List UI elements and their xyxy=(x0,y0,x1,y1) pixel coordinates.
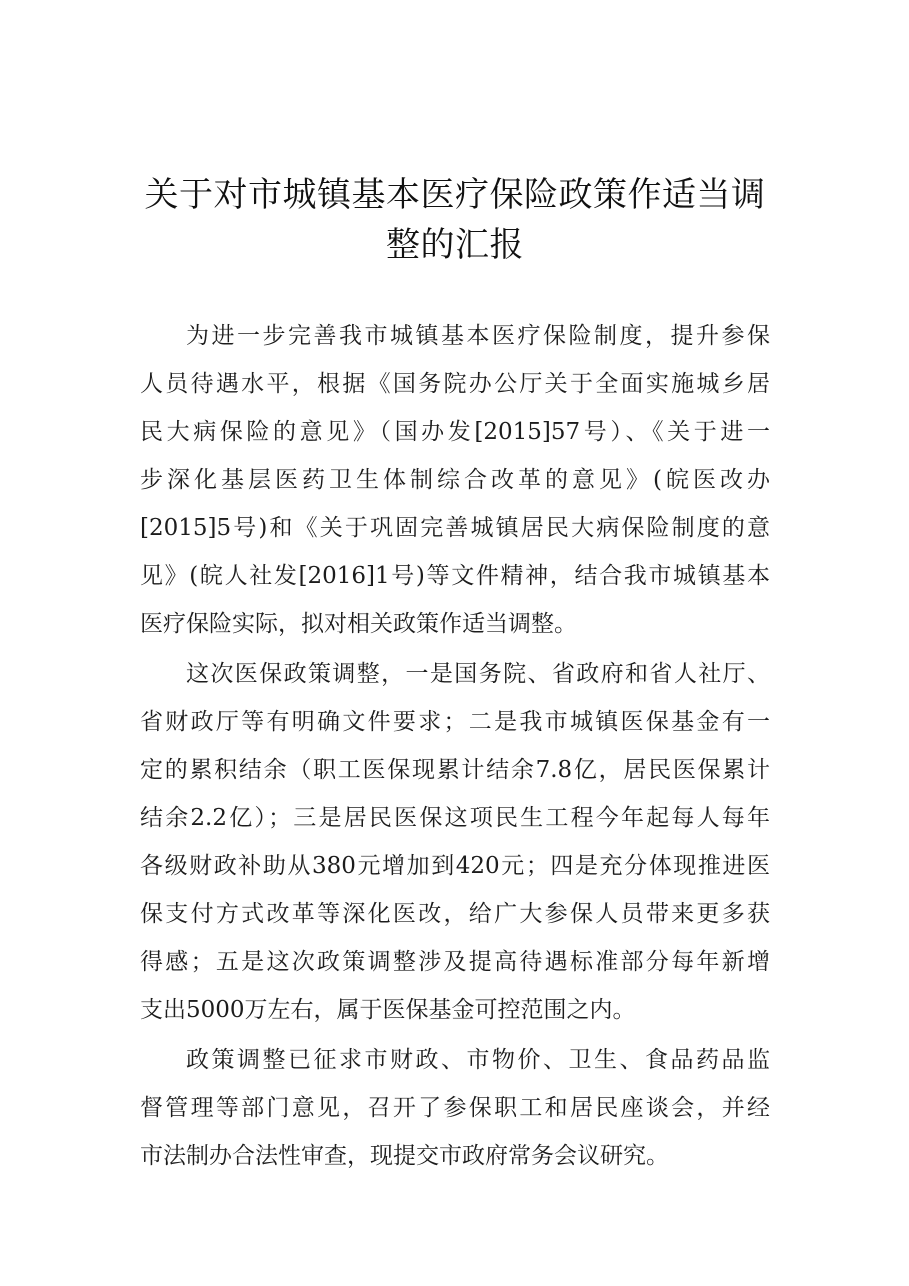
paragraph-2-line-7: 得感；五是这次政策调整涉及提高待遇标准部分每年新增 xyxy=(140,949,770,975)
paragraph-3-line-3: 市法制办合法性审查，现提交市政府常务会议研究。 xyxy=(140,1143,669,1169)
paragraph-2-line-8: 支出5000万左右，属于医保基金可控范围之内。 xyxy=(140,997,636,1023)
paragraph-3-line-2: 督管理等部门意见，召开了参保职工和居民座谈会，并经 xyxy=(140,1095,770,1121)
paragraph-1-line-5: [2015]5号)和《关于巩固完善城镇居民大病保险制度的意 xyxy=(140,515,770,541)
document-title-line-1: 关于对市城镇基本医疗保险政策作适当调 xyxy=(144,175,766,215)
document-title-line-2: 整的汇报 xyxy=(386,225,524,265)
paragraph-2-line-3: 定的累积结余（职工医保现累计结余7.8亿，居民医保累计 xyxy=(140,757,770,783)
paragraph-1-line-1: 为进一步完善我市城镇基本医疗保险制度，提升参保 xyxy=(186,323,770,349)
paragraph-2-line-1: 这次医保政策调整，一是国务院、省政府和省人社厅、 xyxy=(186,661,770,687)
paragraph-3-line-1: 政策调整已征求市财政、市物价、卫生、食品药品监 xyxy=(186,1047,770,1073)
paragraph-2-line-2: 省财政厅等有明确文件要求；二是我市城镇医保基金有一 xyxy=(140,709,770,735)
paragraph-1-line-4: 步深化基层医药卫生体制综合改革的意见》(皖医改办 xyxy=(140,467,770,493)
paragraph-2-line-6: 保支付方式改革等深化医改，给广大参保人员带来更多获 xyxy=(140,901,770,927)
paragraph-1-line-3: 民大病保险的意见》（国办发[2015]57号）、《关于进一 xyxy=(140,419,770,445)
paragraph-1-line-7: 医疗保险实际，拟对相关政策作适当调整。 xyxy=(140,611,577,637)
paragraph-2-line-4: 结余2.2亿）；三是居民医保这项民生工程今年起每人每年 xyxy=(140,805,770,831)
paragraph-1-line-6: 见》(皖人社发[2016]1号)等文件精神，结合我市城镇基本 xyxy=(140,563,770,589)
paragraph-1-line-2: 人员待遇水平，根据《国务院办公厅关于全面实施城乡居 xyxy=(140,371,770,397)
paragraph-2-line-5: 各级财政补助从380元增加到420元；四是充分体现推进医 xyxy=(140,853,770,879)
